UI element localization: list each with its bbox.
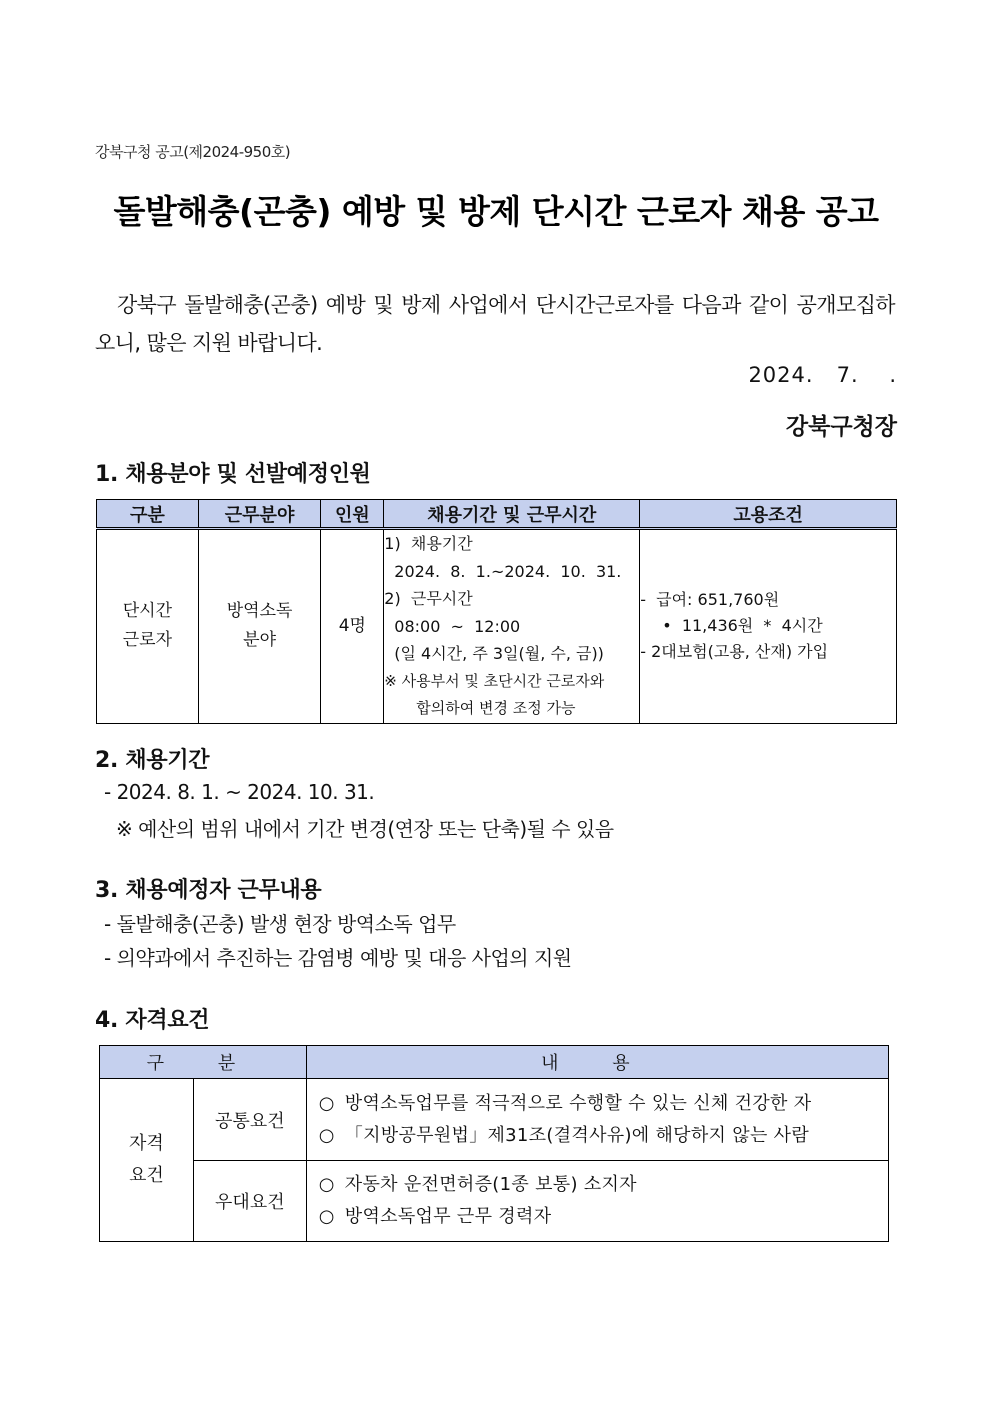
recruitment-table xyxy=(96,499,897,724)
notice-number: 강북구청 공고(제2024-950호) xyxy=(95,143,291,161)
header-headcount: 인원 xyxy=(321,500,384,529)
group-line: 자격 xyxy=(129,1133,164,1154)
list-item xyxy=(319,1201,888,1233)
table-row xyxy=(97,529,897,724)
salary-detail: • 11,436원 * 4시간 xyxy=(662,616,823,636)
recruitment-header-row xyxy=(97,500,897,529)
cell-common-items xyxy=(306,1079,888,1161)
duty-line: - 의약과에서 추진하는 감염병 예방 및 대응 사업의 지원 xyxy=(104,946,572,970)
cell-preferred-items xyxy=(306,1161,888,1242)
circle-bullet-icon: ○ xyxy=(318,1124,335,1146)
cell-headcount: 4명 xyxy=(321,529,384,724)
hours-label: 2) 근무시간 xyxy=(384,589,473,608)
group-line: 요건 xyxy=(129,1165,164,1186)
insurance: - 2대보험(고용, 산재) 가입 xyxy=(640,642,829,662)
intro-text: 강북구 돌발해충(곤충) 예방 및 방제 사업에서 단시간근로자를 다음과 같이 공개모집하오니, 많은 지원 바랍니다. xyxy=(95,293,895,355)
table-row xyxy=(100,1161,889,1242)
header-conditions: 고용조건 xyxy=(640,500,897,529)
section4-title: 4. 자격요건 xyxy=(95,1008,210,1033)
item-text: 방역소독업무 근무 경력자 xyxy=(344,1206,552,1227)
cell-conditions xyxy=(640,529,897,724)
item-text: 자동차 운전면허증(1종 보통) 소지자 xyxy=(344,1174,637,1195)
period-note-line: ※ 예산의 범위 내에서 기간 변경(연장 또는 단축)될 수 있음 xyxy=(116,817,614,841)
header-content xyxy=(306,1046,888,1079)
salary: - 급여: 651,760원 xyxy=(640,590,780,610)
header-category: 구분 xyxy=(97,500,199,529)
duty-line: - 돌발해충(곤충) 발생 현장 방역소독 업무 xyxy=(104,912,456,936)
field-line: 방역소독 xyxy=(226,601,293,622)
notice-date: 2024. 7. . xyxy=(748,363,897,387)
header-period: 채용기간 및 근무시간 xyxy=(384,500,640,529)
intro-paragraph xyxy=(95,286,895,362)
header-field: 근무분야 xyxy=(198,500,321,529)
cell-field xyxy=(198,529,321,724)
item-text: 방역소독업무를 적극적으로 수행할 수 있는 신체 건강한 자 xyxy=(344,1092,812,1114)
cell-common-requirements: 공통요건 xyxy=(193,1079,306,1161)
qualification-table xyxy=(99,1045,889,1242)
section2-title: 2. 채용기간 xyxy=(95,748,210,773)
circle-bullet-icon: ○ xyxy=(318,1092,335,1114)
work-hours: 08:00 ~ 12:00 xyxy=(394,616,521,636)
item-text: 「지방공무원법」제31조(결격사유)에 해당하지 않는 사람 xyxy=(344,1124,810,1146)
period-note: 합의하여 변경 조정 가능 xyxy=(416,699,576,717)
category-line: 근로자 xyxy=(122,630,172,651)
period-line: - 2024. 8. 1. ~ 2024. 10. 31. xyxy=(104,780,375,804)
cell-group xyxy=(100,1079,194,1242)
qualification-header-row xyxy=(100,1046,889,1079)
field-line: 분야 xyxy=(243,630,276,651)
list-item xyxy=(319,1120,888,1152)
header-category-label: 구 분 xyxy=(146,1053,260,1074)
period-range: 2024. 8. 1.~2024. 10. 31. xyxy=(394,561,622,581)
cell-period xyxy=(384,529,640,724)
circle-bullet-icon: ○ xyxy=(318,1174,335,1195)
work-schedule: (일 4시간, 주 3일(월, 수, 금)) xyxy=(394,644,604,663)
header-content-label: 내 용 xyxy=(541,1053,654,1074)
section3-title: 3. 채용예정자 근무내용 xyxy=(95,878,322,903)
header-category xyxy=(100,1046,307,1079)
period-label: 1) 채용기간 xyxy=(384,534,473,553)
page-title: 돌발해충(곤충) 예방 및 방제 단시간 근로자 채용 공고 xyxy=(113,192,879,231)
table-row xyxy=(100,1079,889,1161)
list-item xyxy=(319,1169,888,1201)
section1-title: 1. 채용분야 및 선발예정인원 xyxy=(95,462,371,487)
issuer: 강북구청장 xyxy=(785,414,897,440)
cell-category xyxy=(97,529,199,724)
category-line: 단시간 xyxy=(122,601,172,622)
list-item xyxy=(319,1088,888,1120)
cell-preferred-requirements: 우대요건 xyxy=(193,1161,306,1242)
circle-bullet-icon: ○ xyxy=(318,1206,335,1227)
period-note: ※ 사용부서 및 초단시간 근로자와 xyxy=(384,671,605,690)
